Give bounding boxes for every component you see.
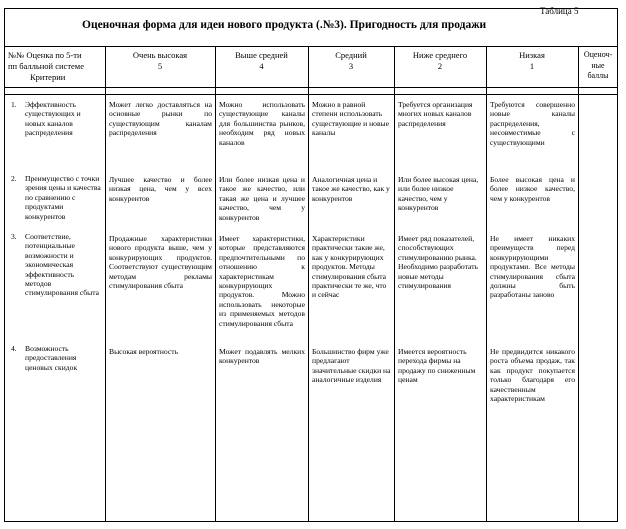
low-promotion: Не имеет никаких преимуществ перед конкурирующими продуктами. Все методы стимулирования сбыта должны быть разработаны заново	[490, 234, 575, 300]
above-average-discounts: Может подавлять мелких конкурентов	[219, 347, 305, 366]
header-below-average-label: Ниже среднего	[412, 50, 468, 60]
below-average-distribution: Требуется организация многих новых каналов распределения	[398, 100, 473, 128]
table-number: Таблица 5	[540, 6, 579, 16]
criterion-number: 3.	[11, 232, 17, 241]
criterion-item	[11, 100, 101, 166]
col-divider-2	[215, 46, 216, 522]
header-bottom-rule	[5, 87, 617, 88]
header-criteria-line1: №№ Оценка по 5-ти	[8, 50, 82, 60]
below-average-price-quality: Или более высокая цена, или более низкое качество, чем у конкурентов	[398, 175, 479, 213]
header-average-score: 3	[348, 61, 354, 71]
header-criteria-line3: Критерии	[30, 72, 66, 82]
criterion-text: Преимущество с точки зрения цены и качества по сравнению с продуктами конкурентов	[25, 174, 101, 221]
criterion-text: Соответствие, потенциальные возможности и экономическая эффективность методов стимулирования сбыта	[25, 232, 100, 298]
header-low	[486, 50, 578, 72]
below-average-promotion: Имеет ряд показателей, способствующих стимулированию рынка. Необходимо разработать новые методы стимулирования	[398, 234, 479, 291]
header-above-average-label: Выше средней	[235, 50, 288, 60]
header-double-rule	[5, 94, 617, 95]
header-score-line3: баллы	[587, 71, 609, 80]
table-top-rule	[5, 46, 617, 47]
criterion-number: 4.	[11, 344, 17, 353]
criterion-item	[11, 344, 101, 372]
header-very-high	[105, 50, 215, 72]
col-divider-3	[308, 46, 309, 522]
average-price-quality: Аналогичная цена и такое же качество, как у конкурентов	[312, 175, 390, 203]
average-distribution: Можно в равной степени использовать существующие и новые каналы	[312, 100, 390, 138]
header-criteria	[5, 50, 108, 83]
header-above-average-score: 4	[259, 61, 264, 71]
criterion-item	[11, 174, 101, 224]
col-divider-4	[394, 46, 395, 522]
very-high-promotion: Продажные характеристики нового продукта выше, чем у конкурирующих продуктов. Соответствуют существующим методам рекламы стимулирования сбыта	[109, 234, 212, 291]
above-average-price-quality: Или более низкая цена и такое же качество, или такая же цена и лучшее качество, чем у конкурентов	[219, 175, 305, 222]
evaluation-table	[4, 8, 618, 522]
criterion-text: Возможность предоставления ценовых скидок	[25, 344, 78, 372]
col-divider-5	[486, 46, 487, 522]
above-average-distribution: Можно использовать существующие каналы для большинства рынков, необходим ряд новых каналов	[219, 100, 305, 147]
header-very-high-score: 5	[157, 61, 163, 71]
below-average-column	[398, 100, 483, 394]
very-high-column	[109, 100, 212, 365]
header-low-score: 1	[529, 61, 535, 71]
col-divider-1	[105, 46, 106, 522]
average-discounts: Большинство фирм уже предлагают значительные скидки на аналогичные изделия	[312, 347, 391, 385]
above-average-column	[219, 100, 305, 375]
low-column	[490, 100, 575, 412]
header-score-line2: ные	[591, 60, 605, 70]
criteria-column	[11, 100, 101, 380]
very-high-price-quality: Лучшее качество и более низкая цена, чем у всех конкурентов	[109, 175, 212, 203]
low-price-quality: Более высокая цена и более низкое качество, чем у конкурентов	[490, 175, 575, 203]
average-promotion: Характеристики практически такие же, как у конкурирующих продуктов. Методы стимулирования сбыта практически те же, что и сейчас	[312, 234, 387, 300]
low-discounts: Не предвидится никакого роста объема продаж, так как продукт покупается только благодаря его качественным характеристикам	[490, 347, 575, 404]
header-average-label: Средний	[335, 50, 367, 60]
criterion-item	[11, 232, 101, 336]
criterion-number: 2.	[11, 174, 17, 183]
header-score	[579, 50, 617, 82]
very-high-distribution: Может легко доставляться на основные рынки по существующим каналам распределения	[109, 100, 212, 138]
average-column	[312, 100, 391, 394]
very-high-discounts: Высокая вероятность	[109, 347, 179, 356]
above-average-promotion: Имеет характеристики, которые представляются предпочтительными по отношению к характеристикам конкурирующих продуктов. Можно использовать некоторые из применяемых методов стимулирования сбыта	[219, 234, 305, 328]
header-below-average-score: 2	[437, 61, 443, 71]
criterion-text: Эффективность существующих и новых каналов распределения	[25, 100, 81, 138]
low-distribution: Требуются совершенно новые каналы распределения, несовместимые с существующими	[490, 100, 575, 147]
below-average-discounts: Имеется вероятность перехода фирмы на продажу по сниженным ценам	[398, 347, 476, 385]
page-title: Оценочная форма для идеи нового продукта (.№3). Пригодность для продажи	[82, 19, 487, 31]
header-criteria-line2: пп балльной системе	[8, 61, 84, 71]
col-divider-6	[578, 46, 579, 522]
header-very-high-label: Очень высокая	[132, 50, 188, 60]
header-below-average	[394, 50, 486, 72]
header-low-label: Низкая	[519, 50, 545, 60]
header-average	[308, 50, 394, 72]
header-above-average	[215, 50, 308, 72]
header-score-line1: Оценоч-	[583, 50, 613, 59]
criterion-number: 1.	[11, 100, 17, 109]
